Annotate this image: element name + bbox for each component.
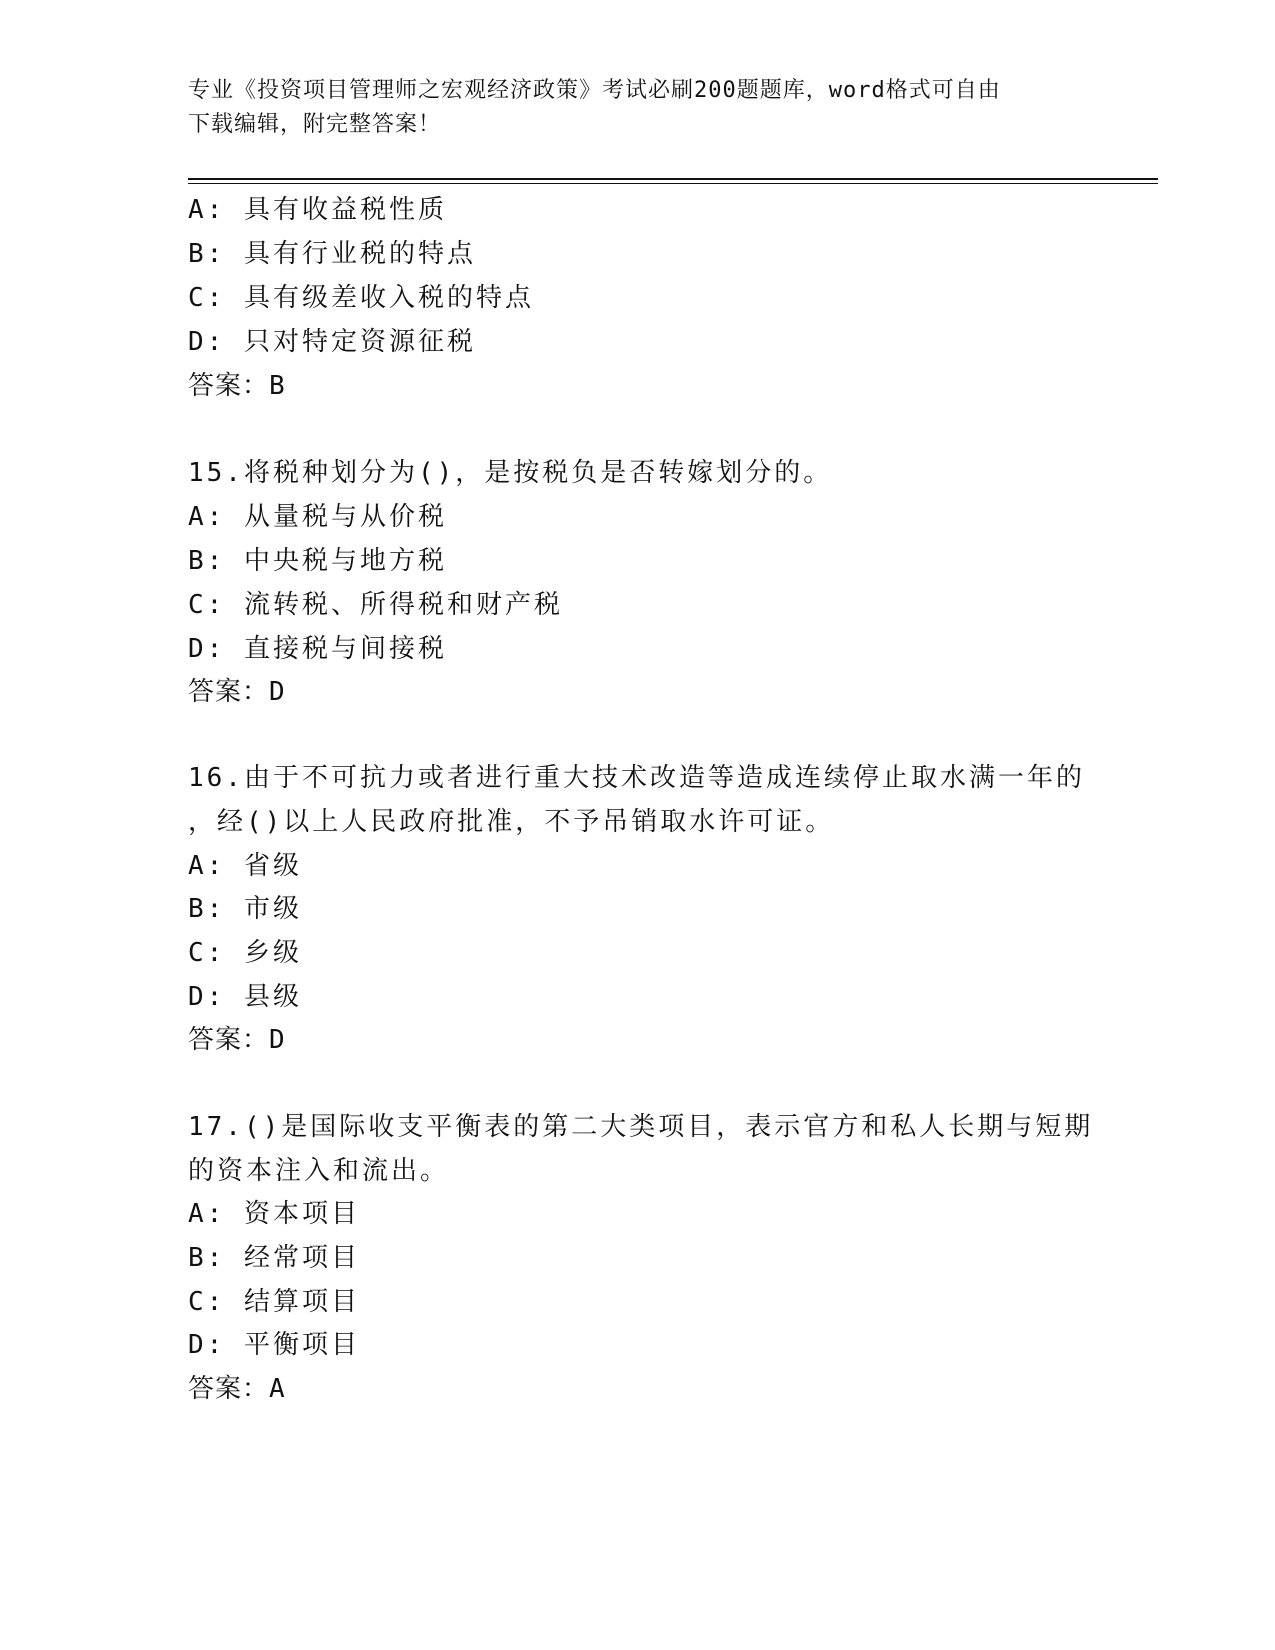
q16-question-line-1: 16.由于不可抗力或者进行重大技术改造等造成连续停止取水满一年的 [188, 763, 1085, 793]
q15-option-a: A: 从量税与从价税 [188, 502, 447, 532]
header-rule-thick [188, 178, 1158, 180]
q16-option-a: A: 省级 [188, 851, 302, 881]
q15-option-c: C: 流转税、所得税和财产税 [188, 590, 563, 620]
document-header [188, 74, 1068, 142]
q14-answer: 答案：B [188, 371, 286, 401]
q17-question-line-2: 的资本注入和流出。 [188, 1156, 450, 1186]
q17-option-b: B: 经常项目 [188, 1243, 360, 1273]
q16-option-d: D: 县级 [188, 982, 302, 1012]
q16-option-c: C: 乡级 [188, 938, 302, 968]
q14-option-d: D: 只对特定资源征税 [188, 327, 476, 357]
q17-answer: 答案：A [188, 1374, 286, 1404]
q15-question: 15.将税种划分为()，是按税负是否转嫁划分的。 [188, 458, 833, 488]
q15-answer: 答案：D [188, 677, 286, 707]
q17-option-c: C: 结算项目 [188, 1287, 360, 1317]
q14-option-b: B: 具有行业税的特点 [188, 239, 476, 269]
header-line-1: 专业《投资项目管理师之宏观经济政策》考试必刷200题题库，word格式可自由 [188, 78, 1001, 103]
header-line-2: 下载编辑，附完整答案！ [188, 112, 442, 137]
q17-option-a: A: 资本项目 [188, 1199, 360, 1229]
q15-option-b: B: 中央税与地方税 [188, 546, 447, 576]
q16-question-line-2: ，经()以上人民政府批准，不予吊销取水许可证。 [188, 807, 835, 837]
q17-question-line-1: 17.()是国际收支平衡表的第二大类项目，表示官方和私人长期与短期 [188, 1112, 1094, 1142]
q17-option-d: D: 平衡项目 [188, 1330, 360, 1360]
q14-option-c: C: 具有级差收入税的特点 [188, 283, 534, 313]
q14-option-a: A: 具有收益税性质 [188, 195, 447, 225]
header-rule-thin [188, 183, 1158, 184]
q16-option-b: B: 市级 [188, 894, 302, 924]
q16-answer: 答案：D [188, 1025, 286, 1055]
q15-option-d: D: 直接税与间接税 [188, 634, 447, 664]
